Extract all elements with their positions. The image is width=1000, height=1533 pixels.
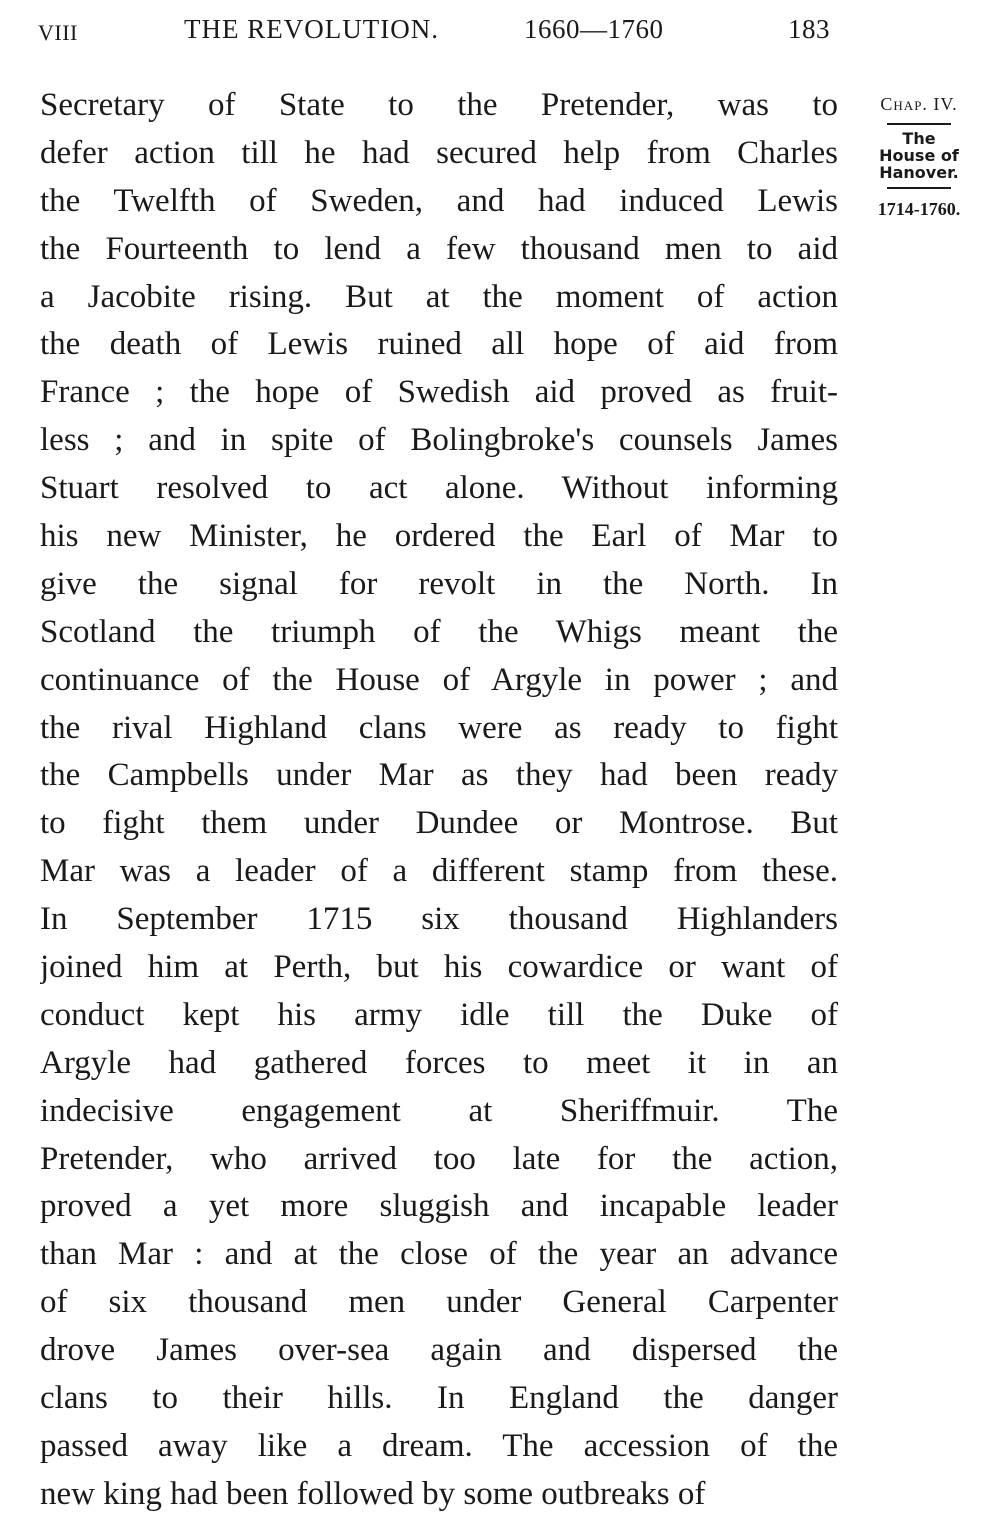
text-line: of six thousand men under General Carpenter <box>40 1284 838 1321</box>
margin-sidenote <box>854 94 984 220</box>
sidenote-topic-line: House of <box>879 146 959 165</box>
sidenote-topic-line: The <box>902 129 936 148</box>
text-line: the Campbells under Mar as they had been ready <box>40 757 838 794</box>
text-line: indecisive engagement at Sheriffmuir. The <box>40 1092 838 1129</box>
sidenote-topic <box>854 130 984 181</box>
text-line: conduct kept his army idle till the Duke of <box>40 996 838 1033</box>
text-line: Argyle had gathered forces to meet it in an <box>40 1044 838 1081</box>
text-line: joined him at Perth, but his cowardice or want of <box>40 949 838 986</box>
running-title: THE REVOLUTION. <box>184 14 439 44</box>
text-line: the Twelfth of Sweden, and had induced Lewis <box>40 182 838 219</box>
text-line: France ; the hope of Swedish aid proved as fruit- <box>40 374 838 411</box>
text-line: clans to their hills. In England the danger <box>40 1380 838 1417</box>
text-line: Pretender, who arrived too late for the action, <box>40 1140 838 1177</box>
page-number: 183 <box>788 14 830 44</box>
text-line: Mar was a leader of a different stamp from these. <box>40 853 838 890</box>
text-line: less ; and in spite of Bolingbroke's counsels James <box>40 422 838 459</box>
text-line: his new Minister, he ordered the Earl of Mar to <box>40 518 838 555</box>
text-line: new king had been followed by some outbreaks of <box>40 1475 706 1512</box>
text-line: to fight them under Dundee or Montrose. But <box>40 805 838 842</box>
text-line: give the signal for revolt in the North. In <box>40 565 838 602</box>
text-line: Scotland the triumph of the Whigs meant the <box>40 613 838 650</box>
text-line: Secretary of State to the Pretender, was to <box>40 87 838 123</box>
sidenote-dates: 1714-1760. <box>877 199 961 219</box>
text-line: proved a yet more sluggish and incapable leader <box>40 1188 838 1225</box>
running-years: 1660—1760 <box>524 14 664 44</box>
text-line: than Mar : and at the close of the year an advance <box>40 1236 838 1273</box>
chapter-number: VIII <box>38 20 78 45</box>
sidenote-rule <box>887 187 951 189</box>
text-line: the Fourteenth to lend a few thousand men to aid <box>40 230 838 267</box>
running-header <box>38 14 838 54</box>
text-line: defer action till he had secured help from Charles <box>40 134 838 171</box>
text-line: a Jacobite rising. But at the moment of action <box>40 278 838 315</box>
body-text <box>40 82 838 1519</box>
sidenote-topic-line: Hanover. <box>879 163 959 182</box>
sidenote-rule <box>887 123 951 125</box>
text-line: passed away like a dream. The accession of the <box>40 1427 838 1464</box>
text-line: the death of Lewis ruined all hope of aid from <box>40 326 838 363</box>
text-line: Stuart resolved to act alone. Without informing <box>40 470 838 507</box>
text-line: continuance of the House of Argyle in power ; and <box>40 661 838 698</box>
text-line: the rival Highland clans were as ready to fight <box>40 709 838 746</box>
text-line: In September 1715 six thousand Highlanders <box>40 901 838 938</box>
text-line: drove James over-sea again and dispersed the <box>40 1332 838 1369</box>
sidenote-chapter: Chap. IV. <box>880 94 958 114</box>
